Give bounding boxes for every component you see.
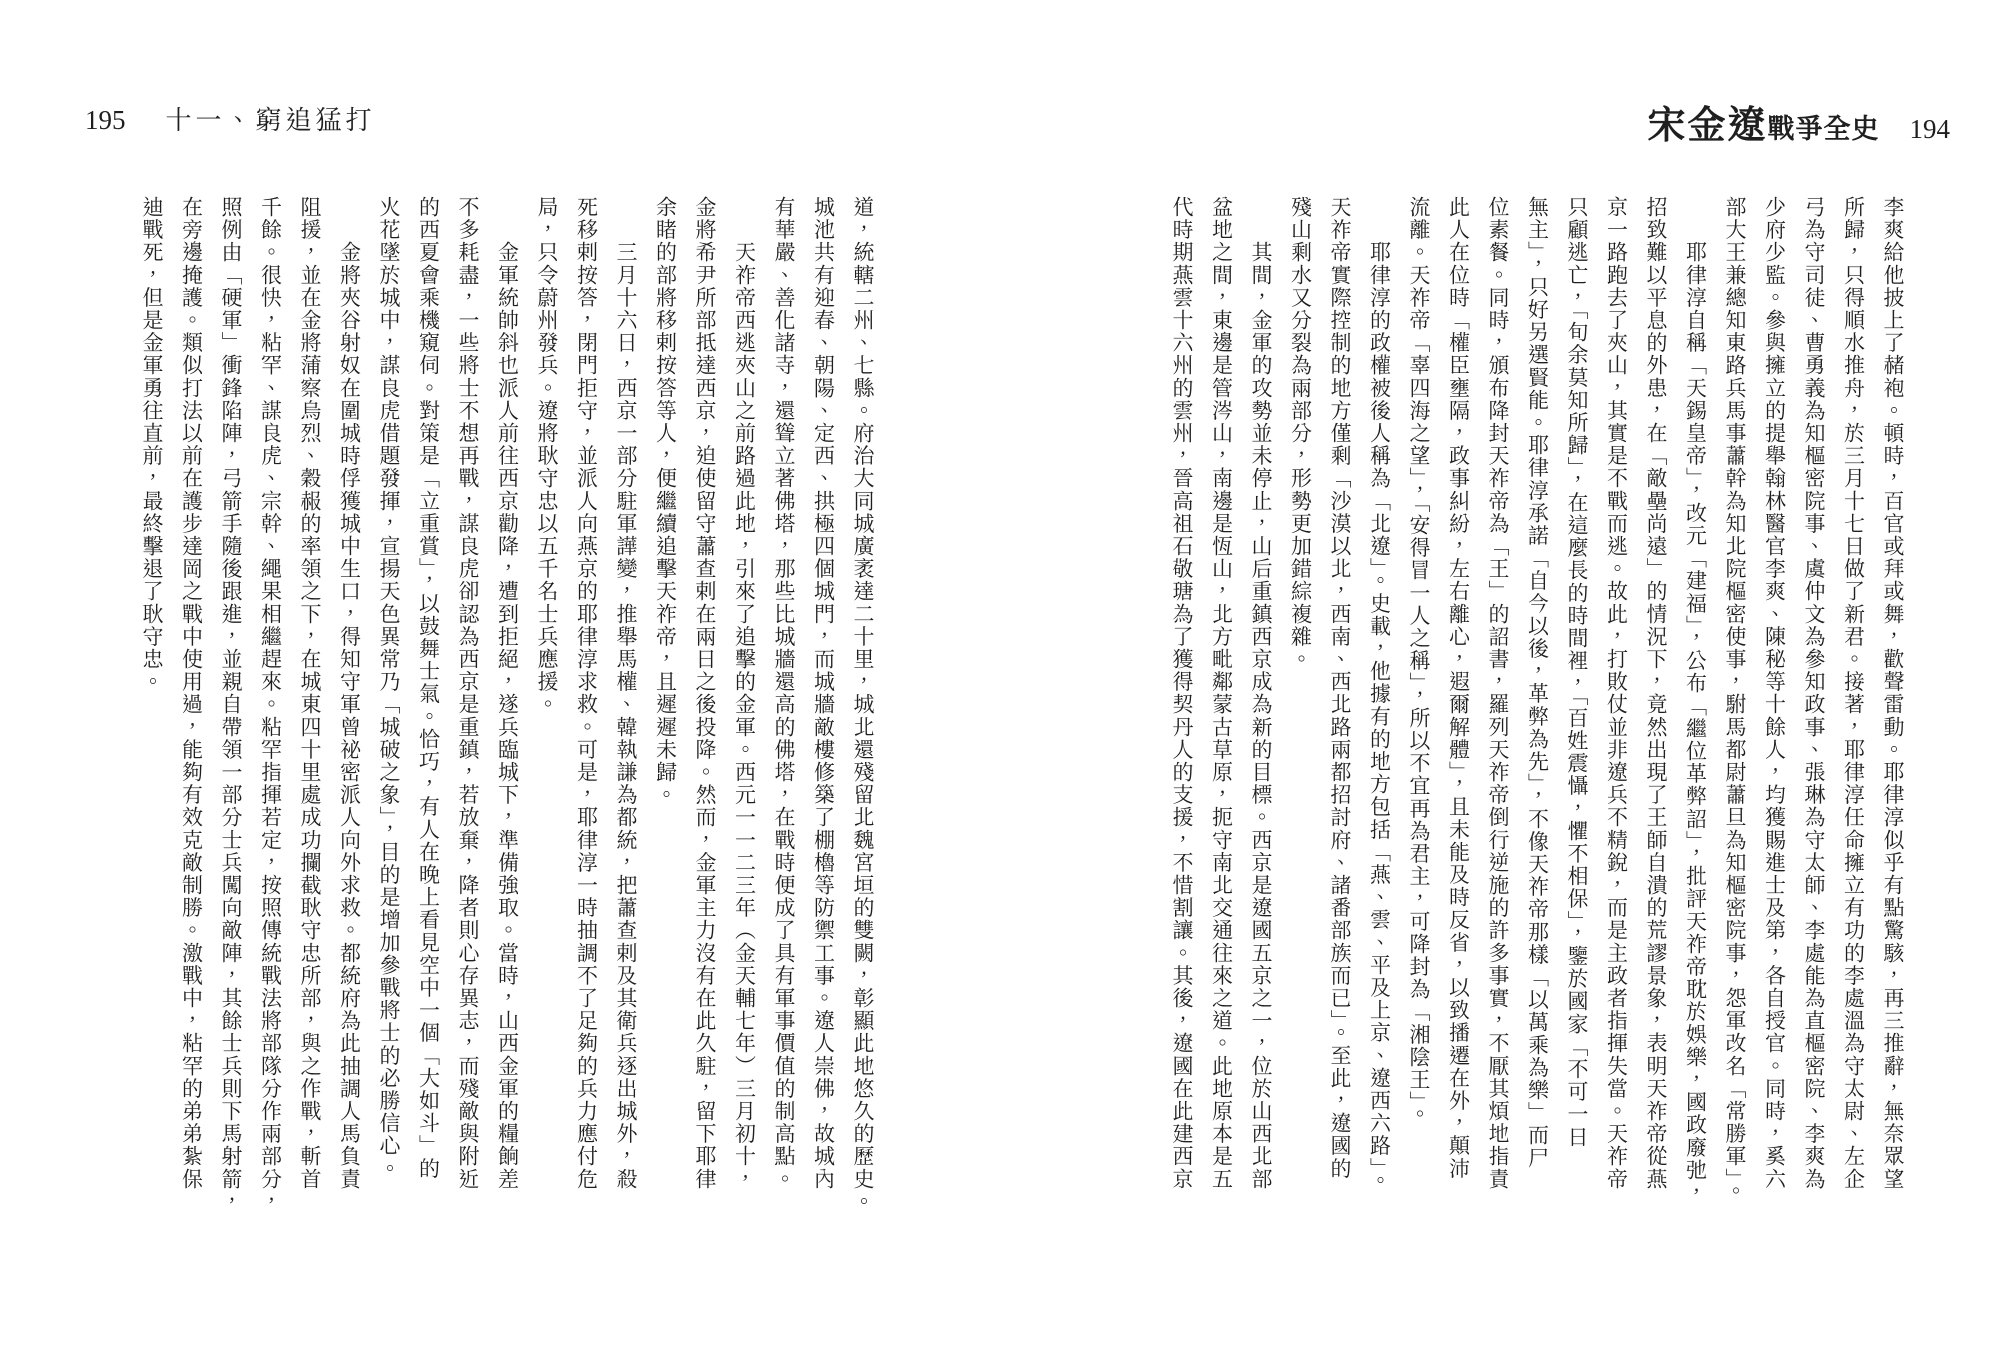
book-title-sub: 戰爭全史 <box>1767 114 1880 144</box>
text-column: 李爽給他披上了赭袍。頓時，百官或拜或舞，歡聲雷動。耶律淳似乎有點驚駭，再三推辭，無奈眾望 <box>1881 196 1905 1191</box>
text-column: 少府少監。參與擁立的提舉翰林醫官李爽、陳秘等十餘人，均獲賜進士及第，各自授官。同時，奚六 <box>1762 196 1787 1191</box>
text-column: 照例由「硬軍」衝鋒陷陣，弓箭手隨後跟進，並親自帶領一部分士兵闖向敵陣，其餘士兵則下馬射箭， <box>219 196 243 1213</box>
text-column: 道，統轄二州、七縣。府治大同城廣袤達二十里，城北還殘留北魏宮垣的雙闕，彰顯此地悠久的歷史。 <box>851 196 875 1213</box>
text-column: 弓為守司徒、曹勇義為知樞密院事、虞仲文為參知政事、張琳為守太師、李處能為直樞密院、李爽為 <box>1802 196 1826 1191</box>
text-column: 此人在位時「權臣壅隔，政事糾紛，左右離心，遐爾解體」，且未能及時反省，以致播遷在外，顛沛 <box>1446 196 1471 1180</box>
text-column: 代時期燕雲十六州的雲州，晉高祖石敬瑭為了獲得契丹人的支援，不惜割讓。其後，遼國在此建西京 <box>1170 196 1194 1191</box>
text-column: 在旁邊掩護。類似打法以前在護步達岡之戰中使用過，能夠有效克敵制勝。激戰中，粘罕的弟弟紮保 <box>179 196 204 1191</box>
text-column: 有華嚴、善化諸寺，還聳立著佛塔，那些比城牆還高的佛塔，在戰時便成了具有軍事價值的制高點。 <box>772 196 796 1191</box>
text-column: 迪戰死，但是金軍勇往直前，最終擊退了耿守忠。 <box>140 196 164 694</box>
text-column: 招致難以平息的外患，在「敵壘尚遠」的情況下，竟然出現了王師自潰的荒謬景象，表明天祚帝從燕 <box>1644 196 1668 1191</box>
text-column: 局，只令蔚州發兵。遼將耿守忠以五千名士兵應援。 <box>535 196 559 716</box>
text-column: 部大王兼總知東路兵馬事蕭幹為知北院樞密使事，駙馬都尉蕭旦為知樞密院事，怨軍改名「常勝軍」。 <box>1723 196 1747 1203</box>
running-header-right <box>1647 94 1950 149</box>
text-column: 天祚帝西逃夾山之前路過此地，引來了追擊的金軍。西元一一二三年（金天輔七年）三月初十， <box>732 196 757 1191</box>
text-column: 耶律淳自稱「天錫皇帝」，改元「建福」，公布「繼位革弊詔」，批評天祚帝耽於娛樂，國政廢弛， <box>1683 196 1708 1205</box>
page-body-columns <box>132 196 883 1213</box>
text-column: 死移剌按答，閉門拒守，並派人向燕京的耶律淳求救。可是，耶律淳一時抽調不了足夠的兵力應付危 <box>574 196 599 1191</box>
text-column: 余睹的部將移剌按答等人，便繼續追擊天祚帝，且遲遲未歸。 <box>653 196 678 807</box>
text-column: 所歸，只得順水推舟，於三月十七日做了新君。接著，耶律淳任命擁立有功的李處溫為守太尉、左企 <box>1841 196 1866 1191</box>
text-column: 金將希尹所部抵達西京，迫使留守蕭查剌在兩日之後投降。然而，金軍主力沒有在此久駐，留下耶律 <box>693 196 717 1191</box>
page-number: 194 <box>1909 114 1950 144</box>
text-column: 天祚帝實際控制的地方僅剩「沙漠以北，西南、西北路兩都招討府、諸番部族而已」。至此，遼國的 <box>1328 196 1352 1180</box>
book-title-main: 宋金遼 <box>1647 105 1768 147</box>
page-194 <box>1004 0 2008 1358</box>
page-number: 195 <box>85 105 126 135</box>
page-body-columns <box>1162 196 1913 1205</box>
text-column: 城池共有迎春、朝陽、定西、拱極四個城門，而城牆敵樓修築了棚櫓等防禦工事。遼人崇佛，故城內 <box>811 196 836 1191</box>
text-column: 千餘。很快，粘罕、謀良虎、宗幹、繩果相繼趕來。粘罕指揮若定，按照傳統戰法將部隊分作兩部分， <box>258 196 283 1213</box>
text-column: 盆地之間，東邊是管涔山，南邊是恆山，北方毗鄰蒙古草原，扼守南北交通往來之道。此地原本是五 <box>1209 196 1234 1191</box>
chapter-title: 十一、窮追猛打 <box>165 106 376 135</box>
text-column: 金將夾谷射奴在圍城時俘獲城中生口，得知守軍曾祕密派人向外求救。都統府為此抽調人馬負責 <box>337 196 362 1191</box>
text-column: 只顧逃亡，「旬余莫知所歸」，在這麼長的時間裡，「百姓震懾，懼不相保」，鑒於國家「不可一日 <box>1565 196 1589 1149</box>
running-header-left <box>85 100 376 137</box>
text-column: 殘山剩水又分裂為兩部分，形勢更加錯綜複雜。 <box>1288 196 1313 671</box>
text-column: 金軍統帥斜也派人前往西京勸降，遭到拒絕，遂兵臨城下，準備強取。當時，山西金軍的糧餉差 <box>495 196 520 1191</box>
text-column: 火花墜於城中，謀良虎借題發揮，宣揚天色異常乃「城破之象」，目的是增加參戰將士的必勝信心。 <box>377 196 401 1180</box>
text-column: 耶律淳的政權被後人稱為「北遼」。史載，他據有的地方包括「燕、雲、平及上京、遼西六路」。 <box>1367 196 1392 1192</box>
text-column: 京一路跑去了夾山，其實是不戰而逃。故此，打敗仗並非遼兵不精銳，而是主政者指揮失當。天祚帝 <box>1604 196 1629 1191</box>
text-column: 的西夏會乘機窺伺。對策是「立重賞」，以鼓舞士氣。恰巧，有人在晚上看見空中一個「大如斗」的 <box>416 196 441 1180</box>
text-column: 阻援，並在金將蒲察烏烈、穀赧的率領之下，在城東四十里處成功攔截耿守忠所部，與之作戰，斬首 <box>298 196 322 1191</box>
text-column: 其間，金軍的攻勢並未停止，山后重鎮西京成為新的目標。西京是遼國五京之一，位於山西北部 <box>1249 196 1273 1191</box>
text-column: 無主」，只好另選賢能。耶律淳承諾「自今以後，革弊為先」，不像天祚帝那樣「以萬乘為樂」而尸 <box>1525 196 1550 1170</box>
text-column: 不多耗盡，一些將士不想再戰，謀良虎卻認為西京是重鎮，若放棄，降者則心存異志，而殘敵與附近 <box>456 196 480 1191</box>
text-column: 三月十六日，西京一部分駐軍譁變，推舉馬權、韓執謙為都統，把蕭查剌及其衛兵逐出城外，殺 <box>614 196 638 1191</box>
text-column: 位素餐。同時，頒布降封天祚帝為「王」的詔書，羅列天祚帝倒行逆施的許多事實，不厭其煩地指責 <box>1486 196 1510 1191</box>
text-column: 流離。天祚帝「辜四海之望」，「安得冒一人之稱」，所以不宜再為君主，可降封為「湘陰王」。 <box>1407 196 1431 1126</box>
